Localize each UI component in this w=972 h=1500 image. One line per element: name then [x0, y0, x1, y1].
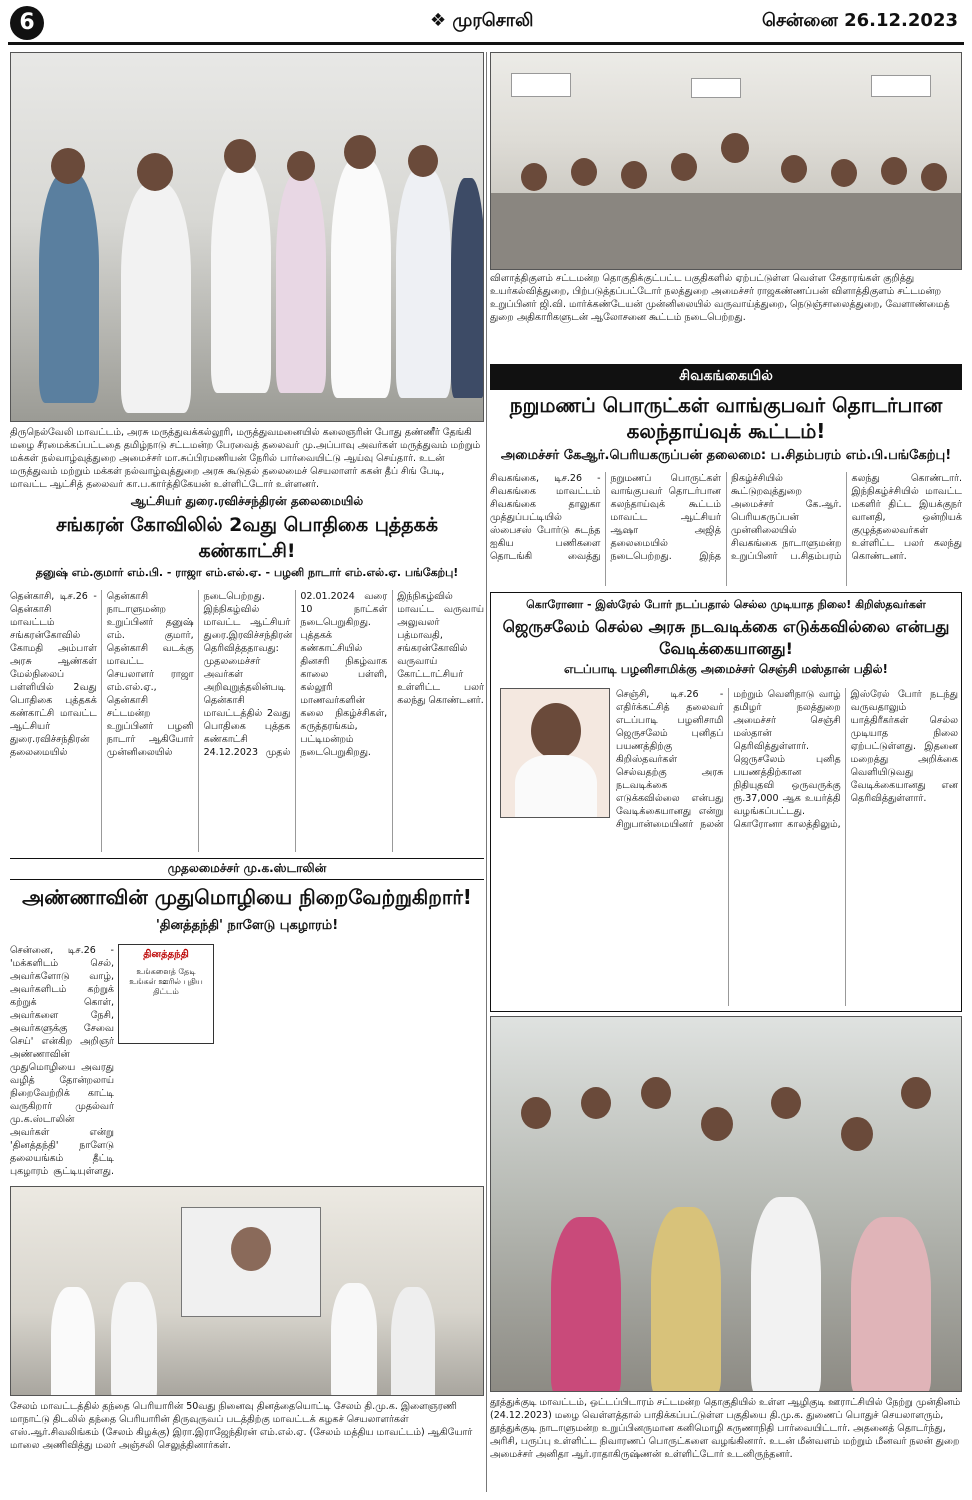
header-rule: [8, 42, 964, 45]
jerusalem-headline: ஜெருசலேம் செல்ல அரசு நடவடிக்கை எடுக்கவில்லை என்பது வேடிக்கையானது!: [502, 617, 950, 658]
page-number: 6: [10, 6, 44, 40]
column-divider: [486, 52, 487, 1492]
bookfair-body: தென்காசி, டிச.26 - தென்காசி மாவட்டம் சங்கரன்கோவில் கோமதி அம்பாள் அரசு ஆண்கள் மேல்நிலைப் பள்ளியில் 2வது பொதிகை புத்தகக் கண்காட்சி மாவட்ட ஆட்சியர் துரை.ரவிச்சந்திரன் தலைமையில் தென்காசி நாடாளுமன்ற உறுப்பினர் தனுஷ் எம். குமார், தென்காசி வடக்கு மாவட்ட செயலாளர் ராஜா எம்.எல்.ஏ., தென்காசி சட்டமன்ற உறுப்பினர் பழனி நாடார் ஆகியோர் முன்னிலையில் நடைபெற்றது. இந்நிகழ்வில் மாவட்ட ஆட்சியர் துரை.இரவிச்சந்திரன் தெரிவித்ததாவது: முதலமைச்சர் அவர்கள் அறிவுறுத்தலின்படி தென்காசி மாவட்டத்தில் 2வது பொதிகை புத்தக கண்காட்சி 24.12.2023 முதல் 02.01.2024 வரை 10 நாட்கள் நடைபெறுகிறது. புத்தகக் கண்காட்சியில் தினசரி நிகழ்வாக காலை பள்ளி, கல்லூரி மாணவர்களின் கலை நிகழ்ச்சிகள், கருத்தரங்கம், பட்டிமன்றம் நடைபெறுகிறது. இந்நிகழ்வில் மாவட்ட வருவாய் அலுவலர் பத்மாவதி, சங்கரன்கோவில் வருவாய் கோட்டாட்சியர் உள்ளிட்ட பலர் கலந்து கொண்டனர்.: [10, 591, 484, 758]
bottom-left-caption: சேலம் மாவட்டத்தில் தந்தை பெரியாரின் 50வது நினைவு தினத்தையொட்டி சேலம் தி.மு.க. இளைஞரணி மாநாட்டு திடலில் தந்தை பெரியாரின் திருவுருவப் படத்திற்கு மாவட்டக் கழகச் செயலாளர்கள் எஸ்.ஆர்.சிவலிங்கம் (சேலம் கிழக்கு) இரா.இராஜேந்திரன் எம்.எல்.ஏ. (சேலம் மத்திய மாவட்டம்) ஆகியோர் மாலை அணிவித்து மலர் அஞ்சலி செலுத்தினார்கள்.: [10, 1401, 473, 1451]
bookfair-kicker: ஆட்சியர் துரை.ரவிச்சந்திரன் தலைமையில்: [130, 494, 364, 508]
anna-body-right: [220, 944, 484, 1182]
jerusalem-kicker: கொரோனா - இஸ்ரேல் போர் நடப்பதால் செல்ல முடியாத நிலை! கிறிஸ்தவர்கள்: [526, 598, 926, 611]
masthead-logo-icon: ❖: [430, 10, 453, 31]
dinathanthi-clip: [118, 944, 214, 1044]
jerusalem-subhead: எடப்பாடி பழனிசாமிக்கு அமைச்சர் செஞ்சி மஸ்தான் பதில்!: [563, 662, 889, 676]
anna-kicker: முதலமைச்சர் மு.க.ஸ்டாலின்: [10, 858, 484, 880]
dinathanthi-card-title: உங்களைத் தேடி உங்கள் ஊரில் புதிய திட்டம்: [129, 967, 203, 996]
anna-subhead: 'தினத்தந்தி' நாளேடு புகழாரம்!: [155, 918, 339, 933]
top-left-photo: [10, 52, 484, 422]
minister-portrait: [500, 688, 610, 818]
top-right-caption: விளாத்திகுளம் சட்டமன்ற தொகுதிக்குட்பட்ட பகுதிகளில் ஏற்பட்டுள்ள வெள்ள சேதாரங்கள் குறித்து உயர்கல்வித்துறை, பிற்படுத்தப்பட்டோர் நலத்துறை அமைச்சர் ராஜகண்ணப்பன் விளாத்திகுளம் சட்டமன்ற உறுப்பினர் ஜி.வி. மார்க்கண்டேயன் முன்னிலையில் வருவாய்த்துறை, நெடுஞ்சாலைத்துறை, வேளாண்மைத் துறை அதிகாரிகளுடன் ஆலோசனை கூட்டம் நடைபெற்றது.: [490, 273, 950, 323]
anna-body-left: சென்னை, டிச.26 - 'மக்களிடம் செல், அவர்களோடு வாழ், அவர்களிடம் கற்றுக் கற்றுக் கொள், அவர்களை நேசி, அவர்களுக்கு சேவை செய்' என்கிற அறிஞர் அண்ணாவின் முதுமொழியை அவரது வழித் தோன்றலாய் நிறைவேற்றிக் காட்டி வருகிறார் முதல்வர் மு.க.ஸ்டாலின் அவர்கள் என்று 'தினத்தந்தி' நாளேடு தலையங்கம் தீட்டி புகழாரம் சூட்டியுள்ளது.: [10, 945, 114, 1177]
bookfair-headline: சங்கரன் கோவிலில் 2வது பொதிகை புத்தகக் கண்காட்சி!: [56, 514, 438, 562]
sivaganga-subhead: அமைச்சர் கேஆர்.பெரியகருப்பன் தலைமை: ப.சிதம்பரம் எம்.பி.பங்கேற்பு!: [500, 448, 952, 463]
date-line: சென்னை 26.12.2023: [761, 10, 958, 31]
masthead-title: முரசொலி: [452, 10, 534, 31]
jerusalem-body: செஞ்சி, டிச.26 - எதிர்க்கட்சித் தலைவர் எடப்பாடி பழனிசாமி ஜெருசலேம் புனிதப் பயணத்திற்கு கிறிஸ்தவர்கள் செல்வதற்கு அரசு நடவடிக்கை எடுக்கவில்லை என்பது வேடிக்கையானது என்று சிறுபான்மையினர் நலன் மற்றும் வெளிநாடு வாழ் தமிழர் நலத்துறை அமைச்சர் செஞ்சி மஸ்தான் தெரிவித்துள்ளார். ஜெருசலேம் புனித பயணத்திற்கான நிதியுதவி ஒருவருக்கு ரூ.37,000 ஆக உயர்த்தி வழங்கப்பட்டது. கொரோனா காலத்திலும், இஸ்ரேல் போர் நடந்து வருவதாலும் யாத்திரீகர்கள் செல்ல முடியாத நிலை ஏற்பட்டுள்ளது. இதனை மறைத்து அறிக்கை வெளியிடுவது வேடிக்கையானது என தெரிவித்துள்ளார்.: [616, 689, 958, 830]
bottom-right-caption: தூத்துக்குடி மாவட்டம், ஒட்டப்பிடாரம் சட்டமன்ற தொகுதியில் உள்ள ஆழிகுடி ஊராட்சியில் நேற்று முன்தினம் (24.12.2023) மழை வெள்ளத்தால் பாதிக்கப்பட்டுள்ள பகுதியை தி.மு.க. துணைப் பொதுச் செயலாளரும், தூத்துக்குடி நாடாளுமன்ற உறுப்பினருமான கனிமொழி கருணாநிதி பார்வையிட்டார். அதனைத் தொடர்ந்து, அரிசி, பருப்பு உள்ளிட்ட நிவாரணப் பொருட்களை வழங்கினார். உடன் மீன்வளம் மற்றும் மீனவர் நலன் துறை அமைச்சர் அனிதா ஆர்.ராதாகிருஷ்ணன் உள்ளிட்டோர் உடனிருந்தனர்.: [490, 1397, 961, 1460]
masthead: [430, 10, 533, 33]
bottom-right-photo: [490, 1016, 962, 1392]
top-left-caption: திருநெல்வேலி மாவட்டம், அரசு மருத்துவக்கல்லூரி, மருத்துவமனையில் கலைஞரின் போது தண்ணீர் தேங்கி மழை சீரமைக்கப்பட்டதை தமிழ்நாடு சட்டமன்ற பேரவைத் தலைவர் மு.அப்பாவு அவர்கள் மருத்துவம் மற்றும் மக்கள் நல்வாழ்வுத்துறை அமைச்சர் மா.சுப்பிரமணியன் நேரில் பார்வையிட்டு ஆய்வு செய்தார். உடன் மருத்துவம் மற்றும் மக்கள் நல்வாழ்வுத்துறை அரசு கூடுதல் தலைமைச் செயலாளர் ககன் தீப் சிங் பேடி, மாவட்ட ஆட்சித் தலைவர் கா.ப.கார்த்திகேயன் உள்ளிட்டோர் உள்ளனர்.: [10, 427, 481, 490]
sivaganga-body: சிவகங்கை, டிச.26 - சிவகங்கை மாவட்டம் சிவகங்கை தாலுகா முத்துப்பட்டியில் ஸ்பைசஸ் போர்டு சுடந்த ஐகிய பணிகளை தொடங்கி வைத்து நறுமணப் பொருட்கள் வாங்குபவர் தொடர்பான கலந்தாய்வுக் கூட்டம் மாவட்ட ஆட்சியர் ஆஷா அஜித் தலைமையில் நடைபெற்றது. இந்த நிகழ்ச்சியில் கூட்டுறவுத்துறை அமைச்சர் கே.ஆர். பெரியகருப்பன் முன்னிலையில் சிவகங்கை நாடாளுமன்ற உறுப்பினர் ப.சிதம்பரம் கலந்து கொண்டார். இந்நிகழ்ச்சியில் மாவட்ட மகளிர் திட்ட இயக்குநர் வானதி, ஒன்றியக் குழுத்தலைவர்கள் உள்ளிட்ட பலர் கலந்து கொண்டனர்.: [490, 473, 962, 562]
top-right-photo: [490, 52, 962, 270]
dinathanthi-masthead: தினத்தந்தி: [143, 949, 189, 960]
bottom-left-photo: [10, 1186, 484, 1396]
bookfair-subhead: தனுஷ் எம்.குமார் எம்.பி. - ராஜா எம்.எல்.ஏ. - பழனி நாடார் எம்.எல்.ஏ. பங்கேற்பு!: [35, 566, 459, 579]
sivaganga-headline: நறுமணப் பொருட்கள் வாங்குபவர் தொடர்பான கலந்தாய்வுக் கூட்டம்!: [509, 393, 943, 443]
sivaganga-label: சிவகங்கையில்: [490, 364, 962, 390]
anna-headline: அண்ணாவின் முதுமொழியை நிறைவேற்றுகிறார்!: [22, 885, 472, 909]
